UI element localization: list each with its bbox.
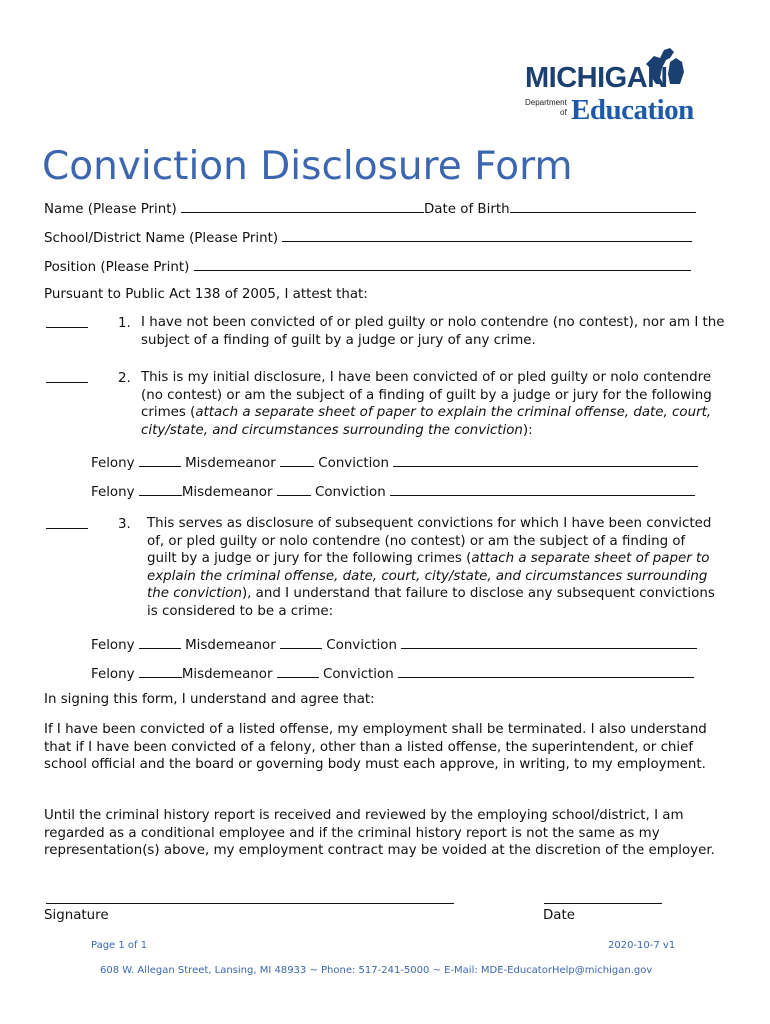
felony-field[interactable] [139, 663, 182, 678]
felony-label: Felony [91, 456, 135, 471]
item3-text [147, 515, 717, 620]
conviction-label: Conviction [323, 667, 394, 682]
logo-michigan-text: MICHIGAN [525, 62, 668, 94]
logo-of-text: of [560, 108, 567, 117]
conviction-label: Conviction [318, 456, 389, 471]
item2-crime-row-2 [91, 481, 695, 502]
misdemeanor-label: Misdemeanor [185, 638, 276, 653]
misdemeanor-field[interactable] [277, 481, 311, 496]
misdemeanor-label: Misdemeanor [181, 667, 273, 682]
school-label: School/District Name (Please Print) [44, 231, 279, 246]
dob-label: Date of Birth [424, 202, 510, 217]
item2-text-main: This is my initial disclosure, I have been convicted of or pled guilty or nolo contendre (no contest) or am the subject of a finding of guilt by a judge or jury for the following crimes ( [141, 370, 712, 420]
school-row [44, 227, 692, 248]
item3-crime-row-2 [91, 663, 694, 684]
item2-initial-field[interactable] [46, 368, 88, 383]
item2-text [141, 369, 716, 439]
conviction-field[interactable] [398, 663, 694, 678]
item3-text-italic: attach a separate sheet of paper to explain the criminal offense, date, court, city/state, and circumstances surrounding the conviction [147, 551, 710, 601]
agreement-intro: In signing this form, I understand and agree that: [44, 692, 375, 707]
item3-crime-row-1 [91, 634, 697, 655]
felony-field[interactable] [139, 634, 181, 649]
item3-text-tail: ), and I understand that failure to disclose any subsequent convictions is considered to be a crime: [147, 586, 715, 619]
date-field[interactable] [544, 889, 662, 904]
conviction-field[interactable] [390, 481, 695, 496]
item1-number: 1. [118, 316, 131, 331]
conviction-field[interactable] [401, 634, 697, 649]
signature-label: Signature [44, 908, 109, 923]
felony-field[interactable] [139, 452, 181, 467]
dob-field[interactable] [510, 198, 696, 213]
logo-education-text: Education [571, 94, 694, 126]
misdemeanor-label: Misdemeanor [181, 485, 273, 500]
felony-field[interactable] [139, 481, 182, 496]
footer-address: 608 W. Allegan Street, Lansing, MI 48933 ~ Phone: 517-241-5000 ~ E-Mail: MDE-EducatorHelp@michigan.gov [100, 965, 653, 976]
item1-initial-field[interactable] [46, 313, 88, 328]
felony-label: Felony [91, 667, 135, 682]
item3-number: 3. [118, 517, 131, 532]
item2-number: 2. [118, 371, 131, 386]
conviction-label: Conviction [315, 485, 386, 500]
conviction-label: Conviction [326, 638, 397, 653]
felony-label: Felony [91, 638, 135, 653]
page-number: Page 1 of 1 [91, 940, 148, 951]
misdemeanor-field[interactable] [280, 634, 322, 649]
misdemeanor-field[interactable] [277, 663, 319, 678]
position-row [44, 256, 691, 277]
felony-label: Felony [91, 485, 135, 500]
name-label: Name (Please Print) [44, 202, 177, 217]
logo-department-text: Department [525, 98, 567, 107]
page-title: Conviction Disclosure Form [42, 144, 573, 189]
item2-text-tail: ): [522, 422, 533, 438]
item3-text-main: This serves as disclosure of subsequent convictions for which I have been convicted of, or pled guilty or nolo contendre (no contest) or am the subject of a finding of guilt by a judge or jury for the following crimes ( [147, 516, 712, 566]
position-label: Position (Please Print) [44, 260, 190, 275]
item1-text: I have not been convicted of or pled guilty or nolo contendre (no contest), nor am I the subject of a finding of guilt by a judge or jury of any crime. [141, 315, 725, 348]
agreement-paragraph-1: If I have been convicted of a listed offense, my employment shall be terminated. I also understand that if I have been convicted of a felony, other than a listed offense, the superintendent, or chief school official and the board or governing body must each approve, in writing, to my employment. [44, 722, 707, 772]
misdemeanor-field[interactable] [280, 452, 314, 467]
position-field[interactable] [194, 256, 691, 271]
name-field[interactable] [181, 198, 424, 213]
item2-text-italic: attach a separate sheet of paper to explain the criminal offense, date, court, city/state, and circumstances surrounding the conviction [141, 405, 712, 438]
misdemeanor-label: Misdemeanor [185, 456, 276, 471]
attest-intro: Pursuant to Public Act 138 of 2005, I attest that: [44, 287, 368, 302]
agreement-paragraph-2: Until the criminal history report is received and reviewed by the employing school/district, I am regarded as a conditional employee and if the criminal history report is not the same as my representation(s) above, my employment contract may be voided at the discretion of the employer. [44, 808, 715, 858]
item3-initial-field[interactable] [46, 514, 88, 529]
version-label: 2020-10-7 v1 [608, 940, 676, 951]
school-field[interactable] [282, 227, 692, 242]
signature-field[interactable] [46, 889, 454, 904]
michigan-education-logo [522, 44, 722, 124]
item2-crime-row-1 [91, 452, 698, 473]
name-dob-row [44, 198, 696, 219]
date-label: Date [543, 908, 576, 923]
conviction-field[interactable] [393, 452, 698, 467]
